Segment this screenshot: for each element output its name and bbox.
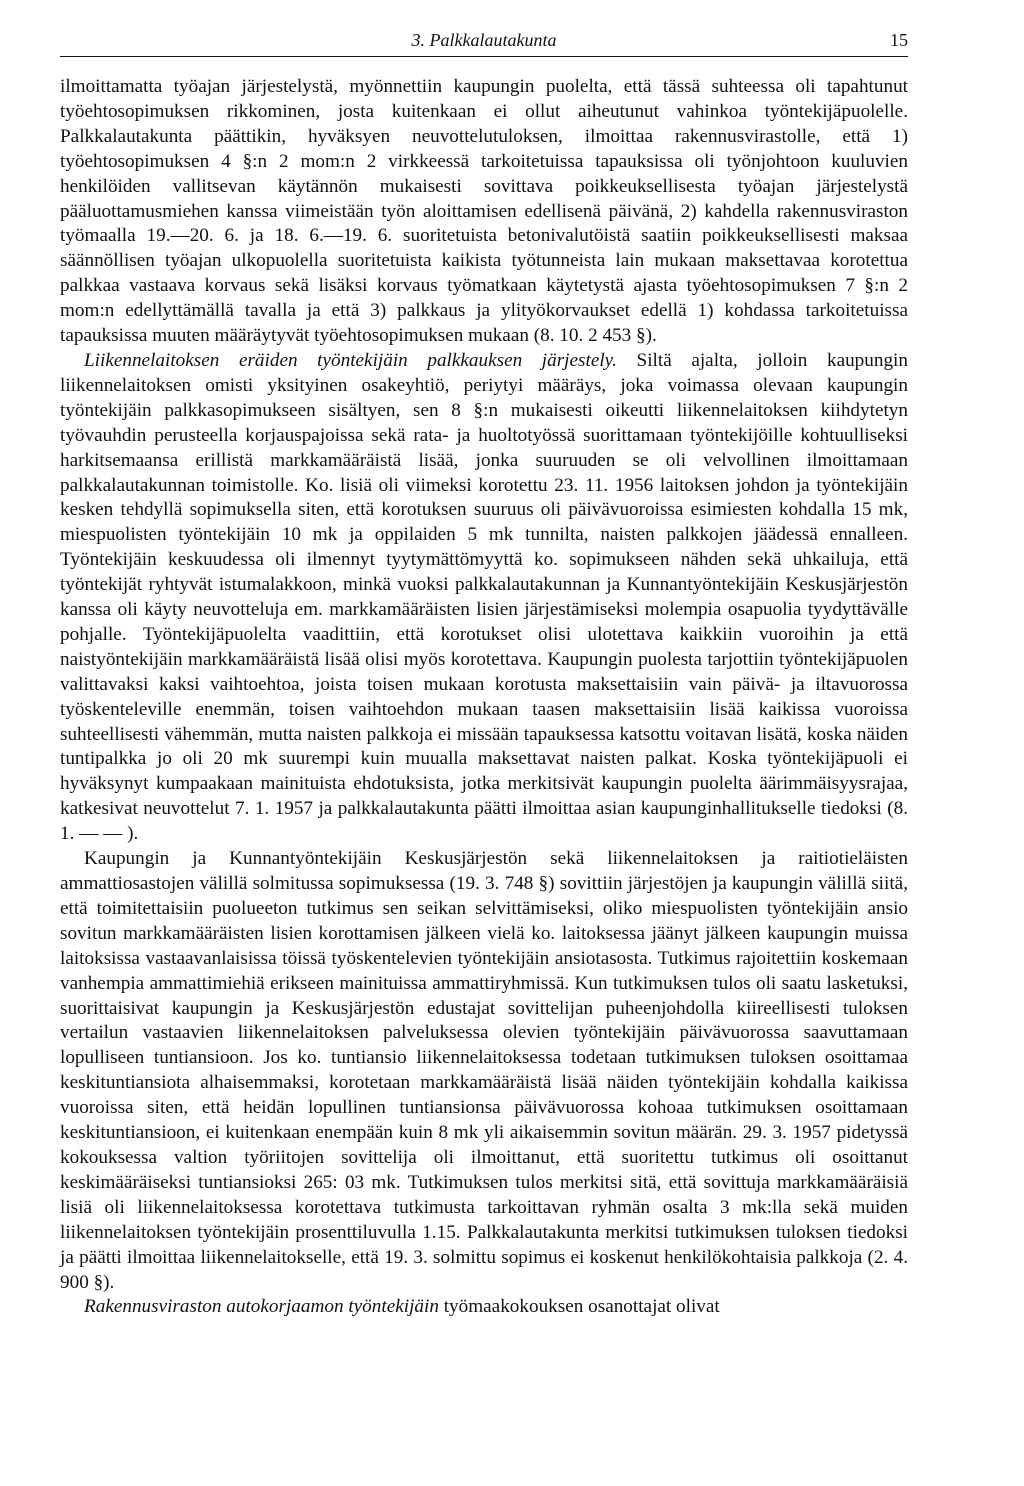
body-paragraph-1 (60, 75, 908, 349)
body-paragraph-2 (60, 349, 908, 847)
document-page (60, 26, 908, 1320)
paragraph-text: Siltä ajalta, jolloin kaupungin liikennelaitoksen omisti yksityinen osakeyhtiö, periytyi määräys, joka voimassa olevaan kaupungin työntekijäin palkkasopimukseen sisältyen, sen 8 §:n mukaisesti oikeutti liikennelaitoksen kiihdytetyn työvauhdin perusteella korjauspajoissa sekä rata- ja huoltotyössä suorittamaan työntekijöille kohtuulliseksi harkitsemaansa erillistä markkamääräistä lisää, jonka suuruuden se oli velvollinen ilmoittamaan palkkalautakunnan toimistolle. Ko. lisiä oli viimeksi korotettu 23. 11. 1956 laitoksen johdon ja työntekijäin kesken tehdyllä sopimuksella siten, että korotuksen suuruus oli päivävuoroissa esimiesten kohdalla 15 mk, miespuolisten työntekijäin 10 mk ja oppilaiden 5 mk tunnilta, naisten palkkojen jäädessä ennalleen. Työntekijäin keskuudessa oli ilmennyt tyytymättömyyttä ko. sopimukseen nähden sekä uhkailuja, että työntekijät ryhtyvät istumalakkoon, minkä vuoksi palkkalautakunnan ja Kunnantyöntekijäin Keskusjärjestön kanssa oli käyty neuvotteluja em. markkamääräisten lisien järjestämiseksi molempia osapuolia tyydyttävälle pohjalle. Työntekijäpuolelta vaadittiin, että korotukset olisi ulotettava kaikkiin vuoroihin ja että naistyöntekijäin markkamääräistä lisää olisi myös korotettava. Kaupungin puolesta tarjottiin työntekijäpuolen valittavaksi kaksi vaihtoehtoa, joista toisen mukaan korotusta maksettaisiin vain päivä- ja iltavuorossa työskenteleville enemmän, toisen vaihtoehdon mukaan taasen maksettaisiin lisää kaikissa vuoroissa suhteellisesti vähemmän, mutta naisten palkkoja ei missään tapauksessa katsottu voitavan lisätä, koska näiden tuntipalkka jo oli 20 mk suurempi kuin muualla maksettavat naisten palkat. Koska työntekijäpuoli ei hyväksynyt kumpaakaan mainituista ehdotuksista, jotka merkitsivät kaupungin puolelta äärimmäisyysrajaa, katkesivat neuvottelut 7. 1. 1957 ja palkkalautakunta päätti ilmoittaa asian kaupunginhallitukselle tiedoksi (8. 1. — — ). (60, 349, 908, 845)
body-paragraph-4 (60, 1295, 908, 1320)
paragraph-text: Kaupungin ja Kunnantyöntekijäin Keskusjärjestön sekä liikennelaitoksen ja raitiotieläisten ammattiosastojen välillä solmitussa sopimuksessa (19. 3. 748 §) sovittiin järjestöjen ja kaupungin välillä siitä, että toimitettaisiin puolueeton tutkimus sen seikan selvittämiseksi, oliko miespuolisten työntekijäin ansio sovitun markkamääräisten lisien korottamisen jälkeen vielä ko. laitoksessa jäänyt jälkeen kaupungin muissa laitoksissa vastaavanlaisissa töissä työskentelevien työntekijäin ansiotasosta. Tutkimus rajoitettiin koskemaan vanhempia ammattimiehiä erikseen mainituissa ammattiryhmissä. Kun tutkimuksen tulos oli saatu lasketuksi, suorittaisivat kaupungin ja Keskusjärjestön edustajat sovittelijan puheenjohdolla kiireellisesti tuloksen vertailun vastaavien liikennelaitoksen palveluksessa olevien työntekijäin päivävuorossa saavuttamaan lopulliseen tuntiansioon. Jos ko. tuntiansio liikennelaitoksessa todetaan tutkimuksen tuloksen osoittamaa keskituntiansiota alhaisemmaksi, korotetaan markkamääräistä lisää näiden työntekijäin kohdalla kaikissa vuoroissa siten, että heidän lopullinen tuntiansionsa päivävuorossa kohoaa tutkimuksen osoittamaan keskituntiansioon, ei kuitenkaan enempään kuin 8 mk yli aikaisemmin sovitun määrän. 29. 3. 1957 pidetyssä kokouksessa valtion työriitojen sovittelija oli ilmoittanut, että suoritettu tutkimus oli osoittanut keskimääräiseksi tuntiansioksi 265: 03 mk. Tutkimuksen tulos merkitsi sitä, että sovittuja markkamääräisiä lisiä oli liikennelaitoksessa korotettava tutkimusta tarkoittavan ryhmän osalta 3 mk:lla sekä muiden liikennelaitoksen työntekijäin prosenttiluvulla 1.15. Palkkalautakunta merkitsi tutkimuksen tuloksen tiedoksi ja päätti ilmoittaa liikennelaitokselle, että 19. 3. solmittu sopimus ei koskenut henkilökohtaisia palkkoja (2. 4. 900 §). (60, 848, 908, 1293)
body-paragraph-3 (60, 847, 908, 1295)
running-header (60, 26, 908, 57)
running-title: 3. Palkkalautakunta (411, 30, 557, 50)
section-lead-heading: Liikennelaitoksen eräiden työntekijäin palkkauksen järjestely. (84, 349, 617, 371)
paragraph-text: ilmoittamatta työajan järjestelystä, myönnettiin kaupungin puolelta, että tässä suhteessa oli tapahtunut työehtosopimuksen rikkominen, josta kuitenkaan ei ollut aiheutunut vahinkoa työntekijäpuolelle. Palkkalautakunta päättikin, hyväksyen neuvottelutuloksen, ilmoittaa rakennusvirastolle, että 1) työehtosopimuksen 4 §:n 2 mom:n 2 virkkeessä tarkoitetuissa tapauksissa oli työnjohtoon kuuluvien henkilöiden vallitsevan käytännön mukaisesti sovittava poikkeuksellisesta työajan järjestelystä pääluottamusmiehen kanssa viimeistään työn aloittamisen edellisenä päivänä, 2) kahdella rakennusviraston työmaalla 19.—20. 6. ja 18. 6.—19. 6. suoritetuista betonivalutöistä saatiin poikkeuksellisesti maksaa säännöllisen työajan ulkopuolella suoritetuista kaikista työtunneista lain mukaan maksettavaa korotettua palkkaa vastaava korvaus sekä lisäksi korvaus työmatkaan käytetystä ajasta työehtosopimuksen 7 §:n 2 mom:n edellyttämällä tavalla ja että 3) palkkaus ja ylityökorvaukset edellä 1) kohdassa tarkoitetuissa tapauksissa muuten määräytyvät työehtosopimuksen mukaan (8. 10. 2 453 §). (60, 76, 908, 347)
section-lead-heading: Rakennusviraston autokorjaamon työntekijäin (84, 1296, 439, 1318)
page-number: 15 (890, 30, 908, 50)
paragraph-text: työmaakokouksen osanottajat olivat (438, 1296, 720, 1318)
